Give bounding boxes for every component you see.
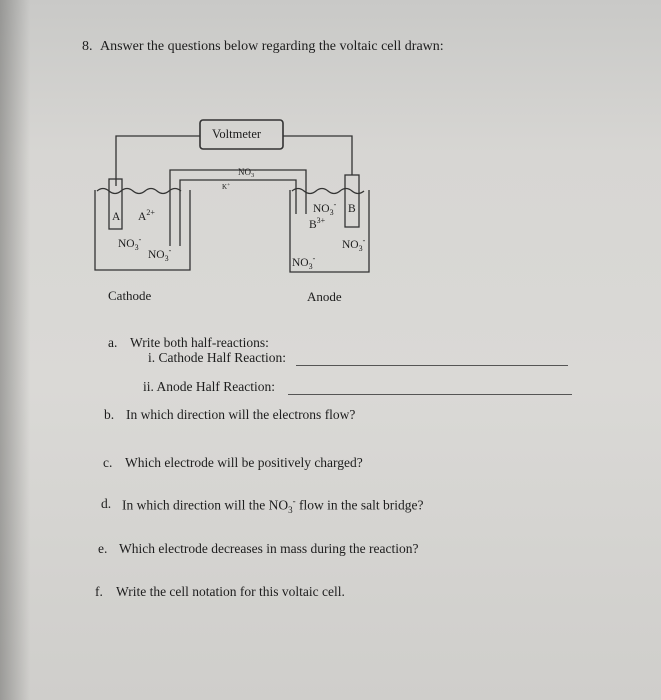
question-prompt: Answer the questions below regarding the voltaic cell drawn: (100, 39, 444, 54)
right-anion-top: $NO_3^-$ (313, 200, 337, 217)
right-anion-2: $NO_3^-$ (292, 254, 316, 271)
left-anion-2: $NO_3^-$ (148, 246, 172, 263)
salt-bridge-cation: K+ (222, 182, 231, 191)
left-ion-label: $A^{2+}$ (138, 208, 155, 223)
part-c-text: Which electrode will be positively charged? (125, 455, 363, 470)
part-d-text: In which direction will the $NO_3^-$ flow in the salt bridge? (122, 496, 424, 516)
left-wire (116, 136, 200, 186)
right-ion-label: $B^{3+}$ (309, 216, 326, 231)
part-f-letter: f. (95, 584, 103, 599)
right-electrode-label: B (348, 203, 356, 215)
answer-line-cathode (296, 365, 568, 366)
part-a-letter: a. (108, 335, 118, 350)
part-d-letter: d. (101, 496, 112, 511)
part-a-text: Write both half-reactions: (130, 335, 269, 350)
salt-bridge-label: $NO_3^-$ (238, 167, 257, 179)
question-number: 8. (82, 39, 93, 54)
left-anion-1: $NO_3^-$ (118, 235, 142, 252)
left-electrode-label: A (112, 211, 121, 223)
answer-line-anode (288, 394, 572, 395)
part-e-letter: e. (98, 541, 108, 556)
cathode-label: Cathode (108, 288, 152, 303)
part-a-ii: ii. Anode Half Reaction: (143, 379, 275, 394)
voltmeter-label: Voltmeter (212, 127, 262, 141)
part-e-text: Which electrode decreases in mass during the reaction? (119, 541, 419, 556)
part-c-letter: c. (103, 455, 113, 470)
part-a-i: i. Cathode Half Reaction: (148, 350, 286, 365)
salt-bridge-inner (180, 180, 296, 246)
right-wire (283, 136, 352, 175)
anode-label: Anode (307, 289, 342, 304)
part-b-letter: b. (104, 407, 115, 422)
right-solution-surface (292, 189, 364, 194)
part-f-text: Write the cell notation for this voltaic cell. (116, 584, 345, 599)
right-anion-1: $NO_3^-$ (342, 236, 366, 253)
part-b-text: In which direction will the electrons flow? (126, 407, 356, 422)
right-electrode (345, 175, 359, 227)
